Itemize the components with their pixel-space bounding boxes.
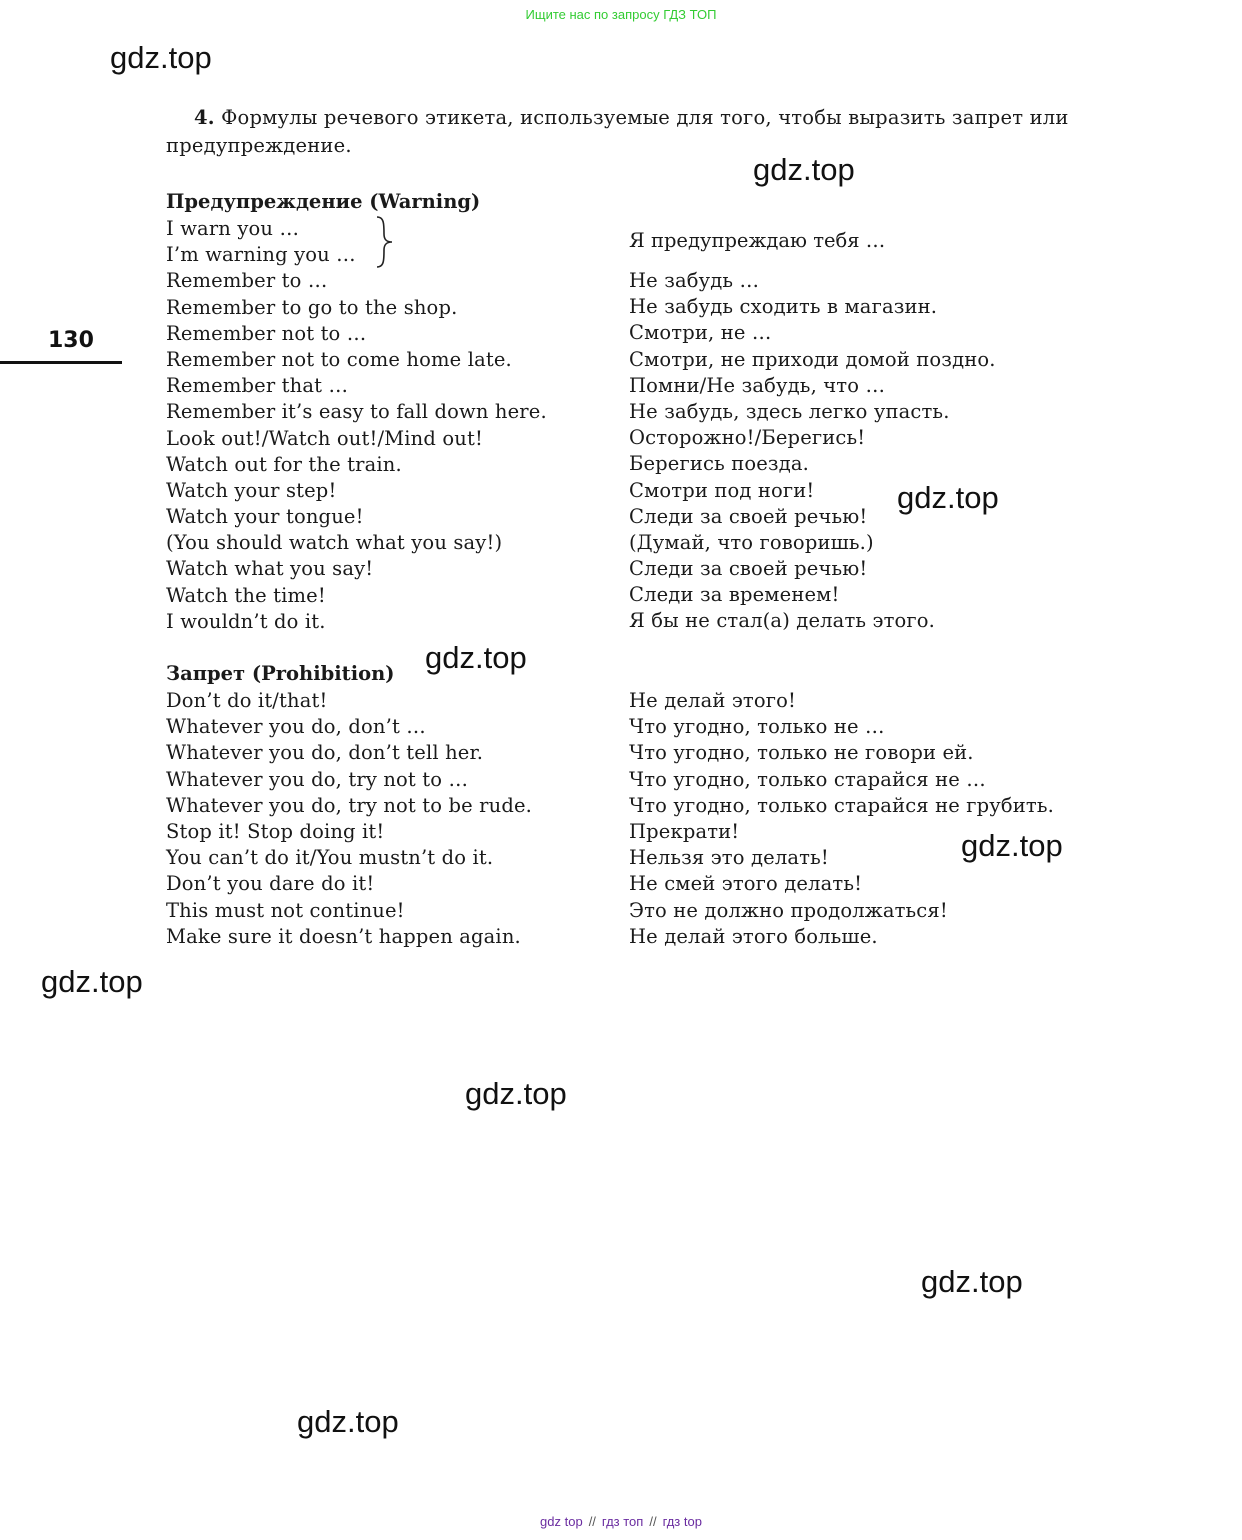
phrase-line: Watch the time! <box>166 583 326 607</box>
phrase-line: Берегись поезда. <box>629 452 809 476</box>
warning-english-list <box>166 216 547 635</box>
phrase-line: Не делай этого! <box>629 689 796 712</box>
phrase-line: Что угодно, только старайся не грубить. <box>629 793 1054 817</box>
footer-link[interactable]: gdz top <box>540 1514 583 1529</box>
phrase-line: Смотри, не приходи домой поздно. <box>629 347 996 371</box>
phrase-line: Что угодно, только старайся не … <box>629 767 986 791</box>
phrase-line: Remember not to … <box>166 321 367 345</box>
warning-russian-list <box>629 268 996 635</box>
footer-links <box>0 1514 1242 1529</box>
warning-heading: Предупреждение (Warning) <box>166 190 481 213</box>
phrase-line: Не забудь, здесь легко упасть. <box>629 399 950 423</box>
task-text: Формулы речевого этикета, используемые для того, чтобы выразить запрет или предупреждение. <box>166 106 1069 157</box>
phrase-line: Watch out for the train. <box>166 452 402 476</box>
phrase-line: Stop it! Stop doing it! <box>166 819 385 843</box>
watermark: gdz.top <box>465 1076 567 1111</box>
phrase-line: Make sure it doesn’t happen again. <box>166 924 521 948</box>
phrase-line: Помни/Не забудь, что … <box>629 373 886 397</box>
phrase-line: Remember to go to the shop. <box>166 295 458 319</box>
phrase-line: Don’t do it/that! <box>166 689 328 712</box>
phrase-line: Не делай этого больше. <box>629 924 878 948</box>
prohibition-english-list <box>166 688 532 950</box>
phrase-line: Whatever you do, don’t tell her. <box>166 741 484 765</box>
top-banner: Ищите нас по запросу ГДЗ ТОП <box>525 7 717 22</box>
phrase-line: Нельзя это делать! <box>629 846 829 870</box>
phrase-line: (You should watch what you say!) <box>166 531 503 555</box>
phrase-line: Remember to … <box>166 269 328 293</box>
watermark: gdz.top <box>897 480 999 515</box>
phrase-line: Следи за своей речью! <box>629 504 868 528</box>
watermark: gdz.top <box>921 1264 1023 1299</box>
footer-link[interactable]: гдз топ <box>601 1514 644 1529</box>
footer-link[interactable]: гдз top <box>662 1514 702 1529</box>
phrase-line: Remember not to come home late. <box>166 347 512 371</box>
watermark: gdz.top <box>41 964 143 999</box>
page-number: 130 <box>48 328 94 353</box>
phrase-line: Не смей этого делать! <box>629 872 863 896</box>
phrase-line: Это не должно продолжаться! <box>629 898 948 922</box>
phrase-line: Не забудь сходить в магазин. <box>629 295 938 319</box>
watermark: gdz.top <box>110 40 212 75</box>
phrase-line: Следи за своей речью! <box>629 557 868 581</box>
watermark: gdz.top <box>961 828 1063 863</box>
watermark: gdz.top <box>425 640 527 675</box>
prohibition-heading: Запрет (Prohibition) <box>166 662 395 685</box>
phrase-line: You can’t do it/You mustn’t do it. <box>166 846 494 870</box>
phrase-line: I warn you … <box>166 217 300 240</box>
task-number: 4. <box>194 106 215 129</box>
phrase-line: Look out!/Watch out!/Mind out! <box>166 426 483 450</box>
phrase-line: (Думай, что говоришь.) <box>629 530 874 554</box>
watermark: gdz.top <box>753 152 855 187</box>
phrase-line: Remember it’s easy to fall down here. <box>166 400 547 424</box>
footer-separator: // <box>588 1514 596 1529</box>
phrase-line: Whatever you do, try not to … <box>166 767 469 791</box>
phrase-line: I’m warning you … <box>166 243 356 267</box>
watermark: gdz.top <box>297 1404 399 1439</box>
prohibition-russian-list <box>629 688 1054 950</box>
phrase-line: Смотри под ноги! <box>629 478 815 502</box>
phrase-line: I wouldn’t do it. <box>166 609 326 633</box>
warning-russian-first: Я предупреждаю тебя … <box>629 229 886 252</box>
phrase-line: Что угодно, только не говори ей. <box>629 741 974 765</box>
phrase-line: Watch your step! <box>166 478 337 502</box>
phrase-line: Watch your tongue! <box>166 505 364 529</box>
phrase-line: Remember that … <box>166 374 349 398</box>
phrase-line: Watch what you say! <box>166 557 374 581</box>
phrase-line: Следи за временем! <box>629 583 840 607</box>
phrase-line: Не забудь … <box>629 269 760 292</box>
phrase-line: Whatever you do, don’t … <box>166 715 426 739</box>
phrase-line: Смотри, не … <box>629 321 772 345</box>
phrase-line: Don’t you dare do it! <box>166 872 375 896</box>
task-instruction <box>166 104 1086 160</box>
phrase-line: Я бы не стал(а) делать этого. <box>629 609 936 633</box>
phrase-line: Осторожно!/Берегись! <box>629 426 866 450</box>
phrase-line: Что угодно, только не … <box>629 715 885 739</box>
phrase-line: This must not continue! <box>166 898 405 922</box>
footer-separator: // <box>649 1514 657 1529</box>
phrase-line: Прекрати! <box>629 819 740 843</box>
phrase-line: Whatever you do, try not to be rude. <box>166 793 533 817</box>
brace-icon <box>374 214 396 270</box>
page-number-rule <box>0 361 122 364</box>
